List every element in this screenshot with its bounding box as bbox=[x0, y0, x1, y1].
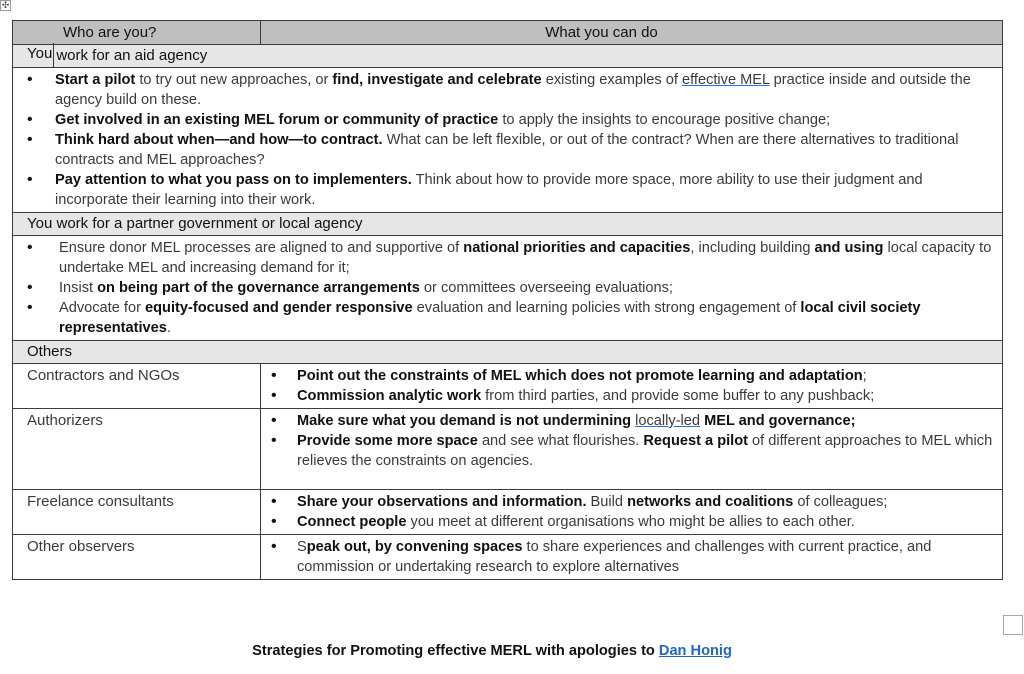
section-label: You work for a partner government or local agency bbox=[13, 213, 1003, 236]
role-row-contractors bbox=[13, 364, 1003, 409]
list-item: • Start a pilot to try out new approaches, or find, investigate and celebrate existing examples of effective MEL practice inside and outside the agency build on these. bbox=[27, 70, 996, 110]
list-item: • Make sure what you demand is not undermining locally-led MEL and governance; bbox=[271, 411, 996, 431]
role-row-other-observers bbox=[13, 535, 1003, 580]
list-item: • Speak out, by convening spaces to share experiences and challenges with current practice, and commission or undertaking research to explore alternatives bbox=[271, 537, 996, 577]
table-move-handle-icon[interactable]: ✣ bbox=[1, 0, 10, 10]
role-name: Freelance consultants bbox=[13, 490, 261, 535]
list-item: • Provide some more space and see what flourishes. Request a pilot of different approaches to MEL which relieves the constraints on agencies. bbox=[271, 431, 996, 471]
list-item: • Ensure donor MEL processes are aligned to and supportive of national priorities and capacities, including building and using local capacity to undertake MEL and increasing demand for it; bbox=[27, 238, 996, 278]
role-actions-list bbox=[261, 490, 1002, 534]
role-name: Authorizers bbox=[13, 409, 261, 490]
locally-led-link[interactable]: locally-led bbox=[635, 413, 701, 429]
role-name: Contractors and NGOs bbox=[13, 364, 261, 409]
list-item: • Connect people you meet at different organisations who might be allies to each other. bbox=[271, 512, 996, 532]
partner-government-actions-row bbox=[13, 236, 1003, 341]
section-label: work for an aid agency bbox=[56, 47, 208, 64]
role-actions-list bbox=[261, 409, 1002, 473]
section-partner-government bbox=[13, 213, 1003, 236]
aid-agency-actions-row bbox=[13, 68, 1003, 213]
role-name: Other observers bbox=[13, 535, 261, 580]
section-label: Others bbox=[13, 341, 1003, 364]
partner-government-list bbox=[13, 236, 1002, 340]
list-item: • Share your observations and information. Build networks and coalitions of colleagues; bbox=[271, 492, 996, 512]
section-aid-agency bbox=[13, 45, 1003, 68]
table-resize-handle-icon[interactable] bbox=[1003, 615, 1023, 635]
dan-honig-link[interactable]: Dan Honig bbox=[658, 643, 732, 659]
list-item: • Commission analytic work from third parties, and provide some buffer to any pushback; bbox=[271, 386, 996, 406]
header-who: Who are you? bbox=[13, 21, 261, 45]
list-item: • Get involved in an existing MEL forum or community of practice to apply the insights to encourage positive change; bbox=[27, 110, 996, 130]
list-item: • Pay attention to what you pass on to implementers. Think about how to provide more space, more ability to use their judgment and incorporate their learning into their work. bbox=[27, 170, 996, 210]
list-item: • Insist on being part of the governance arrangements or committees overseeing evaluations; bbox=[27, 278, 996, 298]
role-actions-list bbox=[261, 535, 1002, 579]
role-row-freelance bbox=[13, 490, 1003, 535]
section-others bbox=[13, 341, 1003, 364]
list-item: • Point out the constraints of MEL which does not promote learning and adaptation; bbox=[271, 366, 996, 386]
aid-agency-list bbox=[13, 68, 1002, 212]
effective-mel-link[interactable]: effective MEL bbox=[682, 72, 770, 88]
strategies-table bbox=[12, 20, 1003, 580]
role-actions-list bbox=[261, 364, 1002, 408]
table-caption: Strategies for Promoting effective MERL with apologies to Dan Honig bbox=[252, 643, 732, 659]
table-header-row bbox=[13, 21, 1003, 45]
list-item: • Think hard about when—and how—to contract. What can be left flexible, or out of the contract? When are there alternatives to traditional contracts and MEL approaches? bbox=[27, 130, 996, 170]
role-row-authorizers bbox=[13, 409, 1003, 490]
list-item: • Advocate for equity-focused and gender responsive evaluation and learning policies with strong engagement of local civil society representatives. bbox=[27, 298, 996, 338]
section-label-prefix: You bbox=[27, 43, 54, 68]
header-what: What you can do bbox=[261, 21, 1003, 45]
